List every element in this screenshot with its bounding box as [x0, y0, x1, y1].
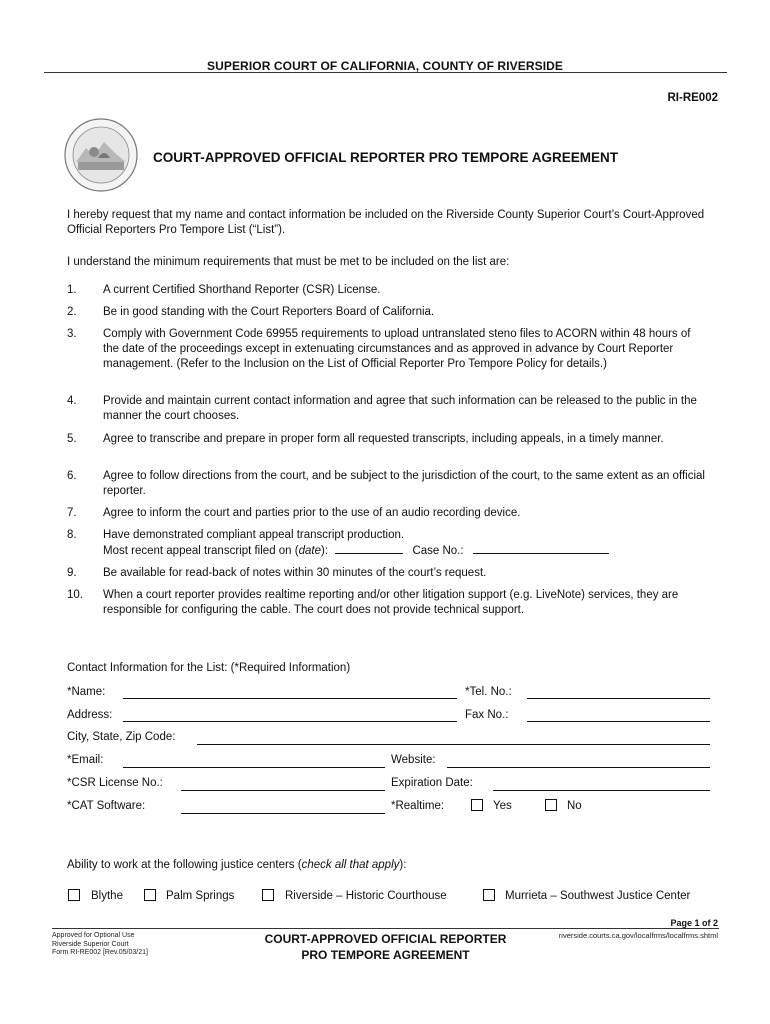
center-palm-springs-label: Palm Springs — [166, 890, 235, 902]
court-seal-logo — [64, 118, 138, 192]
requirement-item — [67, 566, 707, 581]
footer-divider — [52, 928, 719, 929]
case-no-field[interactable] — [473, 543, 609, 554]
centers-heading — [67, 859, 406, 871]
footer-title-line1: COURT-APPROVED OFFICIAL REPORTER — [264, 932, 507, 946]
email-field[interactable] — [123, 767, 385, 768]
requirement-number: 8. — [67, 529, 77, 541]
requirement-text: When a court reporter provides realtime reporting and/or other litigation support (e.g. LiveNote) services, they are responsible for configuring the cable. The court does not provide technical support. — [103, 589, 679, 616]
appeal-date-prefix: Most recent appeal transcript filed on ( — [103, 545, 299, 557]
requirement-text: Be in good standing with the Court Reporters Board of California. — [103, 306, 435, 318]
requirement-item — [67, 305, 707, 320]
realtime-no-label: No — [567, 800, 582, 812]
email-label: *Email: — [67, 754, 104, 766]
city-label: City, State, Zip Code: — [67, 731, 176, 743]
requirement-item — [67, 283, 707, 298]
appeal-date-field[interactable] — [335, 543, 403, 554]
name-label: *Name: — [67, 686, 106, 698]
page-number: Page 1 of 2 — [670, 918, 718, 928]
requirement-number: 3. — [67, 328, 77, 340]
requirement-text: A current Certified Shorthand Reporter (CSR) License. — [103, 284, 381, 296]
center-palm-springs-checkbox[interactable] — [144, 889, 156, 901]
centers-heading-italic: check all that apply — [301, 859, 400, 871]
centers-heading-prefix: Ability to work at the following justice centers ( — [67, 859, 302, 871]
requirement-line1: Have demonstrated compliant appeal transcript production. — [103, 529, 405, 541]
footer-title-line2: PRO TEMPORE AGREEMENT — [301, 948, 470, 962]
tel-label: *Tel. No.: — [465, 686, 512, 698]
requirement-number: 6. — [67, 470, 77, 482]
address-field[interactable] — [123, 721, 457, 722]
realtime-yes-label: Yes — [493, 800, 512, 812]
expiration-field[interactable] — [493, 790, 710, 791]
requirement-item — [67, 588, 707, 618]
requirement-number: 5. — [67, 433, 77, 445]
requirement-text: Agree to inform the court and parties prior to the use of an audio recording device. — [103, 507, 521, 519]
center-blythe-label: Blythe — [91, 890, 123, 902]
csr-license-field[interactable] — [181, 790, 385, 791]
footer-title — [248, 931, 523, 963]
cat-software-label: *CAT Software: — [67, 800, 146, 812]
contact-heading: Contact Information for the List: (*Required Information) — [67, 662, 351, 674]
website-field[interactable] — [447, 767, 710, 768]
footer-url: riverside.courts.ca.gov/localfrms/localfrms.shtml — [558, 931, 718, 940]
center-blythe-checkbox[interactable] — [68, 889, 80, 901]
website-label: Website: — [391, 754, 436, 766]
requirement-item — [67, 327, 707, 387]
expiration-label: Expiration Date: — [391, 777, 473, 789]
realtime-no-checkbox[interactable] — [545, 799, 557, 811]
footer-approval — [52, 932, 148, 958]
intro-paragraph: I hereby request that my name and contact information be included on the Riverside County Superior Court’s Court-Approved Official Reporters Pro Tempore List (“List”). — [67, 209, 705, 236]
center-riverside-checkbox[interactable] — [262, 889, 274, 901]
requirement-text: Provide and maintain current contact information and agree that such information can be released to the public in the manner the court chooses. — [103, 395, 697, 422]
requirement-number: 10. — [67, 589, 83, 601]
requirement-text: Comply with Government Code 69955 requirements to upload untranslated steno files to ACORN within 48 hours of the date of the proceedings except in extenuating circumstances and as approved in advance by Court Reporter management. (Refer to the Inclusion on the List of Official Reporter Pro Tempore Policy for details.) — [103, 328, 691, 370]
requirement-text — [103, 528, 707, 559]
center-murrieta-checkbox[interactable] — [483, 889, 495, 901]
footer-approved: Approved for Optional Use — [52, 932, 135, 939]
requirement-item — [67, 528, 707, 558]
requirement-number: 1. — [67, 284, 77, 296]
requirement-item — [67, 469, 707, 499]
realtime-label: *Realtime: — [391, 800, 445, 812]
requirement-number: 7. — [67, 507, 77, 519]
centers-heading-suffix: ): — [399, 859, 407, 871]
center-murrieta-label: Murrieta – Southwest Justice Center — [505, 890, 691, 902]
address-label: Address: — [67, 709, 113, 721]
form-id: RI-RE002 — [667, 92, 718, 104]
header-divider — [44, 72, 727, 73]
name-field[interactable] — [123, 698, 457, 699]
requirement-item — [67, 394, 707, 424]
page-title: COURT-APPROVED OFFICIAL REPORTER PRO TEMPORE AGREEMENT — [153, 150, 619, 165]
center-riverside-label: Riverside – Historic Courthouse — [285, 890, 447, 902]
requirement-number: 2. — [67, 306, 77, 318]
appeal-date-suffix: ): — [321, 545, 329, 557]
appeal-date-italic: date — [298, 545, 321, 557]
footer-form-number: Form RI-RE002 [Rev.05/03/21] — [52, 949, 148, 956]
requirement-number: 9. — [67, 567, 77, 579]
requirement-number: 4. — [67, 395, 77, 407]
cat-software-field[interactable] — [181, 813, 385, 814]
requirement-text: Agree to follow directions from the court, and be subject to the jurisdiction of the court, to the same extent as an official reporter. — [103, 470, 705, 497]
footer-court: Riverside Superior Court — [52, 940, 129, 948]
fax-field[interactable] — [527, 721, 710, 722]
fax-label: Fax No.: — [465, 709, 509, 721]
requirement-item — [67, 506, 707, 521]
realtime-yes-checkbox[interactable] — [471, 799, 483, 811]
requirement-item — [67, 432, 707, 462]
csr-license-label: *CSR License No.: — [67, 777, 163, 789]
requirement-text: Agree to transcribe and prepare in proper form all requested transcripts, including appeals, in a timely manner. — [103, 433, 664, 445]
tel-field[interactable] — [527, 698, 710, 699]
requirement-text: Be available for read-back of notes within 30 minutes of the court’s request. — [103, 567, 487, 579]
requirements-intro: I understand the minimum requirements that must be met to be included on the list are: — [67, 256, 510, 268]
court-name: SUPERIOR COURT OF CALIFORNIA, COUNTY OF RIVERSIDE — [206, 59, 564, 73]
city-field[interactable] — [197, 744, 710, 745]
case-no-label: Case No.: — [412, 545, 464, 557]
